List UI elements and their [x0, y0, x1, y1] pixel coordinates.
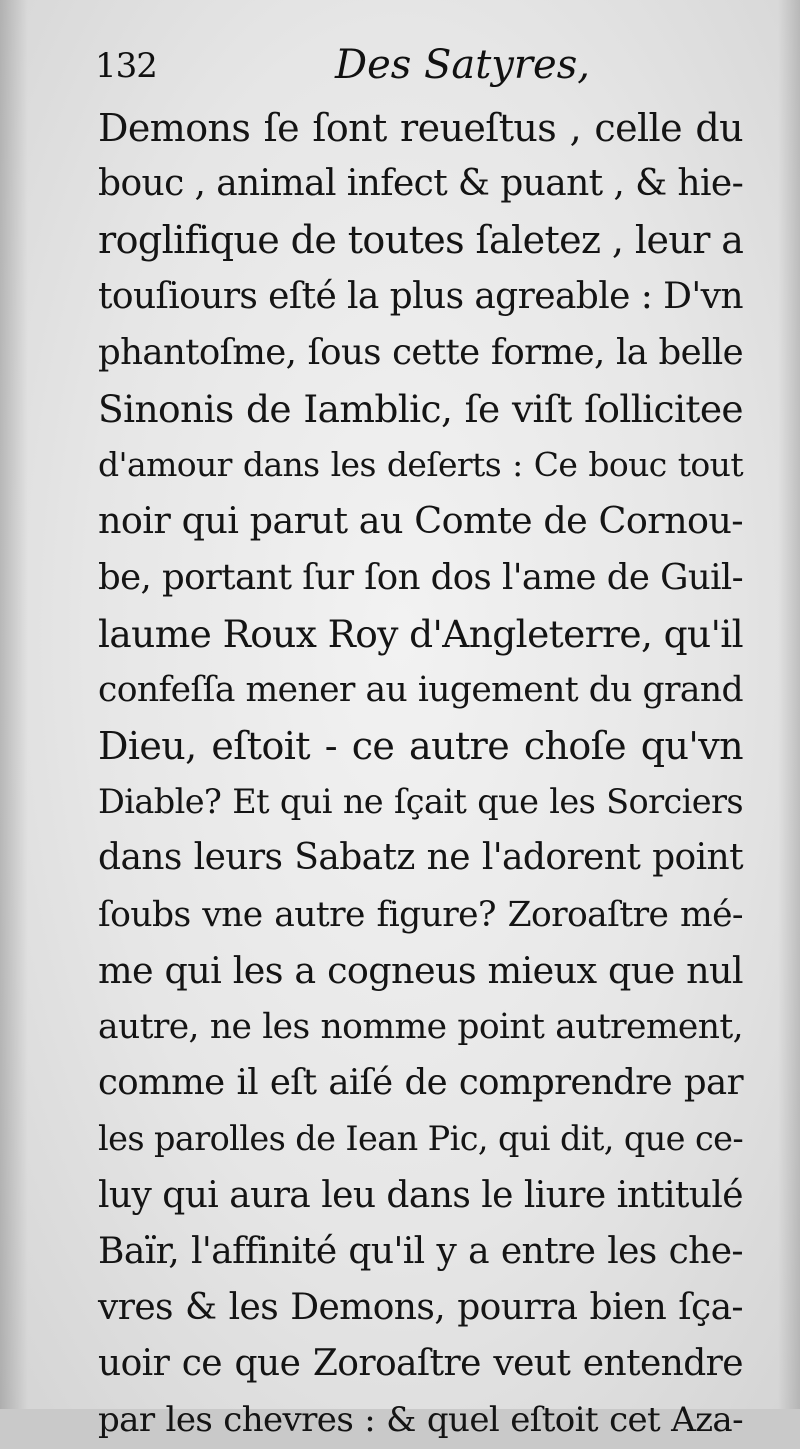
text-line: luy qui aura leu dans le liure intitulé: [98, 1174, 743, 1216]
text-line: par les chevres : & quel eſtoit cet Aza-: [98, 1400, 743, 1441]
text-line: bouc , animal infect & puant , & hie-: [98, 163, 744, 205]
text-line: comme il eſt aiſé de comprendre par: [98, 1062, 743, 1104]
text-line: be, portant ſur ſon dos l'ame de Guil-: [98, 556, 743, 598]
page-header: [95, 38, 755, 98]
text-line: phantoſme, ſous cette forme, la belle: [98, 331, 743, 373]
text-line: touſiours eſté la plus agreable : D'vn: [98, 275, 743, 317]
text-line: Demons ſe ſont reueſtus , celle du: [98, 106, 743, 150]
text-line: ſoubs vne autre figure? Zoroaſtre mé-: [98, 894, 743, 935]
body-text: [98, 100, 743, 1449]
text-line: roglifique de toutes ſaletez , leur a: [98, 218, 744, 263]
text-line: me qui les a cogneus mieux que nul: [98, 948, 743, 992]
text-line: dans leurs Sabatz ne l'adorent point: [98, 837, 743, 879]
text-line: les parolles de Iean Pic, qui dit, que ce-: [98, 1119, 744, 1159]
text-line: Dieu, eſtoit - ce autre choſe qu'vn: [98, 724, 743, 769]
text-line: autre, ne les nomme point autrement,: [98, 1007, 743, 1047]
page-edge-shadow-left: [0, 0, 28, 1409]
text-line: laume Roux Roy d'Angleterre, qu'il: [98, 611, 744, 656]
text-line: Baïr, l'affinité qu'il y a entre les che-: [98, 1230, 743, 1272]
text-line: vres & les Demons, pourra bien ſça-: [98, 1286, 743, 1328]
text-line: d'amour dans les deſerts : Ce bouc tout: [98, 445, 743, 485]
running-title: Des Satyres,: [335, 42, 590, 88]
text-line: Sinonis de Iamblic, ſe viſt ſollicitee: [98, 386, 743, 431]
text-line: uoir ce que Zoroaſtre veut entendre: [98, 1343, 743, 1385]
text-line: confeſſa mener au iugement du grand: [98, 669, 743, 710]
page-number: 132: [95, 46, 157, 86]
text-line: noir qui parut au Comte de Cornou-: [98, 499, 743, 543]
page-edge-shadow-right: [778, 0, 800, 1409]
text-line: Diable? Et qui ne ſçait que les Sorciers: [98, 782, 743, 822]
